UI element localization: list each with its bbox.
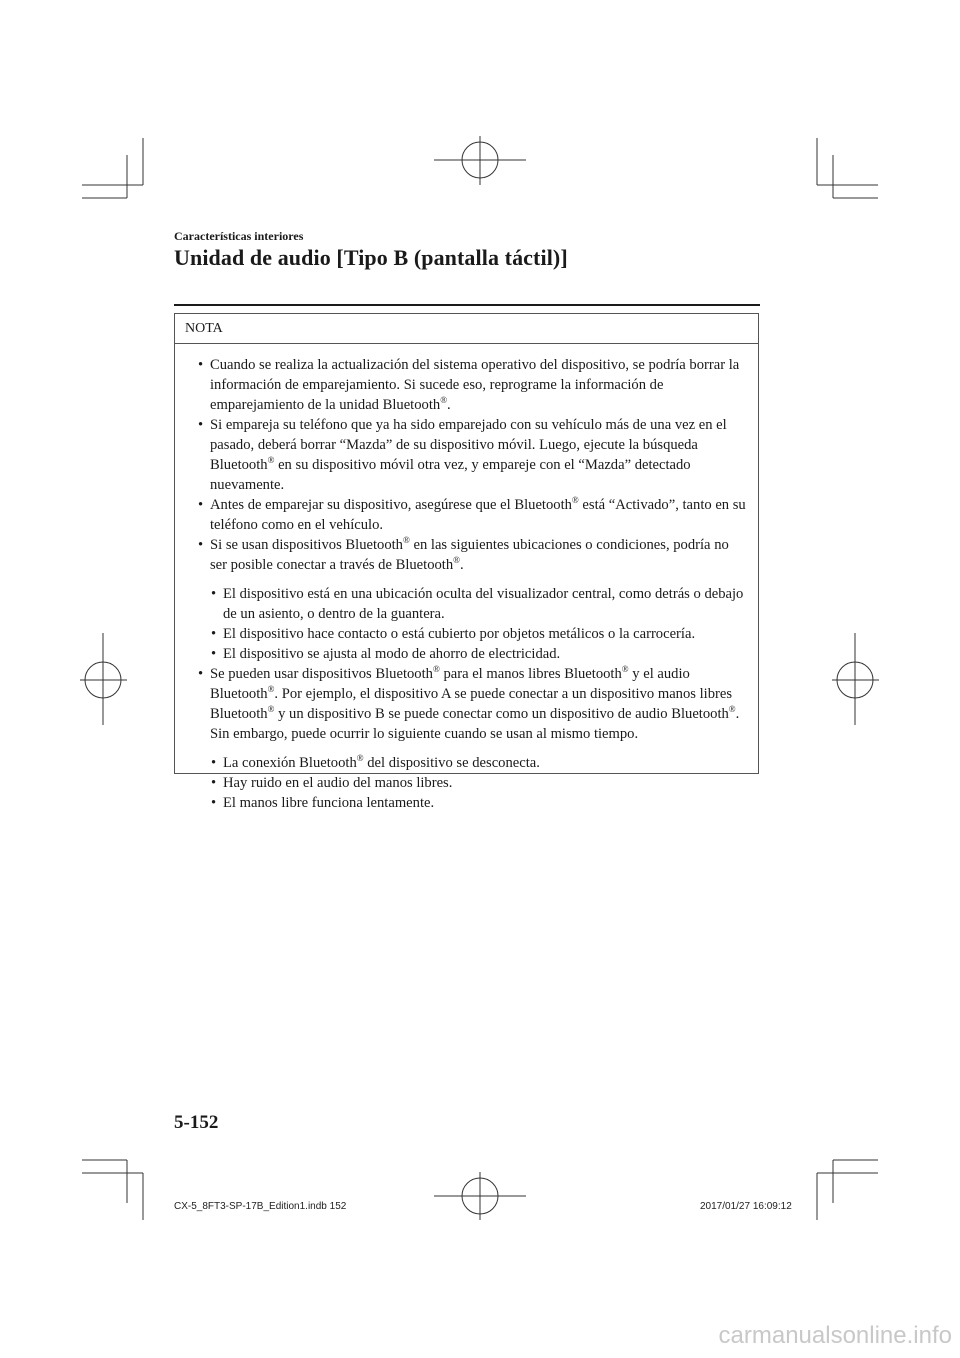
page-title: Unidad de audio [Tipo B (pantalla táctil)] — [174, 245, 568, 270]
note-box — [174, 313, 759, 811]
registered-mark: ® — [267, 704, 275, 714]
registered-mark: ® — [571, 495, 579, 505]
bullet: • — [211, 646, 217, 662]
bullet: • — [198, 537, 204, 553]
bullet: • — [198, 357, 204, 373]
list-item: • Cuando se realiza la actualización del sistema operativo del dispositivo, se podría borrar la información de emparejamiento. Si sucede eso, reprograme la información de emparejamiento de la unidad Bluetooth®. — [198, 357, 740, 413]
registered-mark: ® — [432, 664, 440, 674]
registered-mark: ® — [402, 535, 410, 545]
page-number: 5-152 — [174, 1112, 219, 1133]
list-item: • Si empareja su teléfono que ya ha sido emparejado con su vehículo más de una vez en el pasado, deberá borrar “Mazda” de su dispositivo móvil. Luego, ejecute la búsqueda Bluetooth® en su dispositivo móvil otra vez, y empareje con el “Mazda” detectado nuevamente. — [198, 417, 727, 493]
footer-file-name: CX-5_8FT3-SP-17B_Edition1.indb 152 — [174, 1201, 347, 1212]
registered-mark: ® — [267, 455, 275, 465]
bullet: • — [198, 497, 204, 513]
bullet: • — [198, 417, 204, 433]
registered-mark: ® — [453, 555, 460, 565]
bullet: • — [211, 626, 217, 642]
registered-mark: ® — [728, 704, 736, 714]
registered-mark: ® — [440, 395, 448, 405]
bullet: • — [198, 666, 204, 682]
list-item: • El dispositivo está en una ubicación oculta del visualizador central, como detrás o debajo de un asiento, o dentro de la guantera. — [211, 586, 744, 622]
list-item: • El dispositivo se ajusta al modo de ahorro de electricidad. — [211, 646, 561, 662]
title-divider — [174, 304, 760, 306]
list-item: • La conexión Bluetooth® del dispositivo se desconecta. — [211, 753, 540, 771]
bullet: • — [211, 775, 217, 791]
list-item: • El manos libre funciona lentamente. — [211, 795, 435, 811]
list-item: • Hay ruido en el audio del manos libres. — [211, 775, 453, 791]
section-label: Características interiores — [174, 229, 304, 243]
list-item: • Si se usan dispositivos Bluetooth® en las siguientes ubicaciones o condiciones, podría no ser posible conectar a través de Bluetooth®. — [198, 535, 729, 573]
list-item: • Se pueden usar dispositivos Bluetooth® para el manos libres Bluetooth® y el audio Bluetooth®. Por ejemplo, el dispositivo A se puede conectar a un dispositivo manos libres Bluetooth® y un dispositivo B se puede conectar como un dispositivo de audio Bluetooth®. Sin embargo, puede ocurrir lo siguiente cuando se usan al mismo tiempo. — [198, 664, 740, 742]
registered-mark: ® — [621, 664, 629, 674]
bullet: • — [211, 586, 217, 602]
registered-mark: ® — [356, 753, 364, 763]
watermark: carmanualsonline.info — [718, 1322, 952, 1349]
bullet: • — [211, 755, 217, 771]
bullet: • — [211, 795, 217, 811]
sub-list — [185, 584, 748, 664]
footer-timestamp: 2017/01/27 16:09:12 — [700, 1201, 792, 1212]
note-heading: NOTA — [175, 314, 758, 344]
registered-mark: ® — [267, 684, 275, 694]
list-item: • Antes de emparejar su dispositivo, asegúrese que el Bluetooth® está “Activado”, tanto en su teléfono como en el vehículo. — [198, 495, 746, 533]
note-body — [175, 344, 758, 813]
sub-list — [185, 753, 748, 813]
list-item: • El dispositivo hace contacto o está cubierto por objetos metálicos o la carrocería. — [211, 626, 696, 642]
